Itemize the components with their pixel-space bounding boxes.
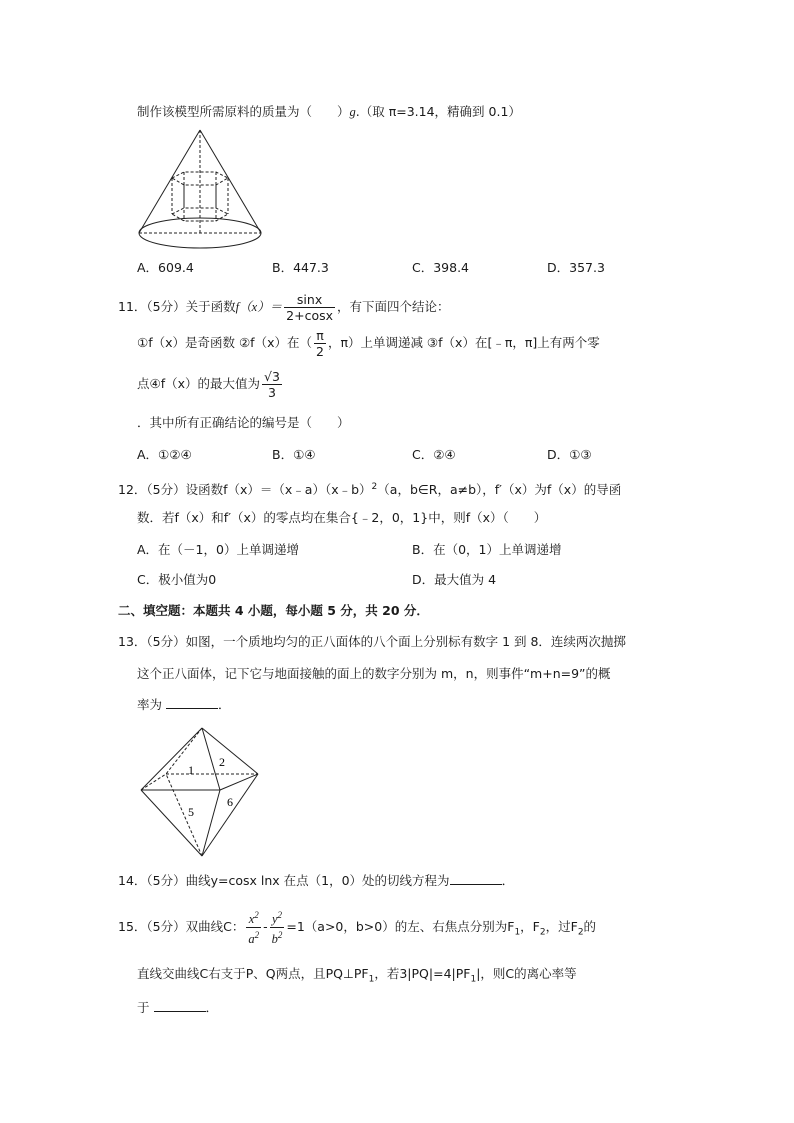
q15-b-den: $b^2$: [271, 930, 283, 947]
q11-claim-2-3: ，π）上单调递减 ③f（x）在[﹣π，π]上有两个零: [327, 335, 600, 350]
q11-option-b: B．①④: [272, 447, 316, 462]
q15-line2-a: 直线交曲线C右支于P、Q两点，且PQ⊥PF: [137, 966, 369, 981]
q11-claim-4: 点④f（x）的最大值为: [137, 376, 261, 391]
q10-tail: 制作该模型所需原料的质量为（ ）: [137, 104, 350, 119]
q15-prefix: 于: [137, 1000, 150, 1015]
q12-line2: 数．若f（x）和f′（x）的零点均在集合{﹣2，0，1}中，则f（x）（ ）: [137, 510, 547, 525]
q11-fraction: [284, 292, 335, 323]
q10-text: [137, 103, 521, 121]
q10-cone-figure: [136, 128, 266, 252]
q15-x: x: [248, 912, 255, 927]
q13-line3: [137, 696, 231, 714]
q11-claim-1-2: ①f（x）是奇函数 ②f（x）在（: [137, 335, 312, 350]
q11-sqrt-den: 3: [268, 385, 276, 400]
q11-function: f（x）＝: [235, 300, 283, 314]
q10-unit: g: [349, 105, 356, 119]
q15-b: b: [271, 932, 278, 947]
q12-option-c: C．极小值为0: [137, 572, 217, 587]
q15-line2-b: ，若3|PQ|=4|PF: [374, 966, 471, 981]
q15-y-num: $y^2$: [270, 908, 285, 928]
q15-line2: 直线交曲线C右支于P、Q两点，且$PQ\perp PF_1$，若$3|PQ|=4|PF_1|$，则C的离心率等: [137, 966, 577, 985]
q12-option-b: B．在（0，1）上单调递增: [412, 542, 562, 557]
q13-tail: ．: [218, 697, 231, 712]
q15-y-fraction: [270, 908, 285, 947]
q11-frac-num: sinx: [284, 292, 335, 308]
q13-answer-blank[interactable]: [166, 696, 218, 709]
q11-stem: [118, 291, 450, 323]
q15-x-num: $x^2$: [246, 908, 261, 928]
q15-y: y: [271, 912, 278, 927]
q14-answer-blank[interactable]: [450, 872, 502, 885]
q12-stem-rest: （a，b∈R，a≠b），f′（x）为f（x）的导函: [377, 482, 622, 498]
q11-sqrt-fraction: [262, 369, 282, 400]
q11-option-a: A．①②④: [137, 447, 192, 462]
q15-a-den: $a^2$: [248, 930, 260, 947]
q11-suffix: ，有下面四个结论：: [337, 299, 450, 314]
q10-option-d: D．357.3: [547, 260, 605, 275]
q10-option-a: A．609.4: [137, 260, 194, 275]
q14-tail: ．: [501, 873, 515, 888]
q11-option-d: D．①③: [547, 447, 592, 462]
section-heading-fill-in: 二、填空题：本题共 4 小题，每小题 5 分，共 20 分．: [118, 603, 429, 618]
q15-x-fraction: [246, 908, 261, 947]
q13-face-label-6: 6: [227, 795, 233, 809]
q13-line2: 这个正八面体，记下它与地面接触的面上的数字分别为 m，n，则事件“m+n=9”的概: [137, 666, 611, 681]
q11-sqrt-num: √3: [264, 369, 280, 384]
q10-option-b: B．447.3: [272, 260, 329, 275]
q11-pi-num: π: [314, 328, 326, 344]
q15-stem: 15．（5分）双曲线C：: [118, 919, 245, 935]
q14-stem: 14．（5分）曲线y=cosx lnx 在点（1，0）处的切线方程为: [118, 873, 450, 888]
q11-claims-line2: [137, 368, 284, 400]
q15-line1: 15．（5分）双曲线C： $\frac{x^2}{a^2}$ - $\frac{y^2}{b^2}$ =1（a>0，b>0）的左、右焦点分别为$F_1$，$F_2$，过$F_2$的: [118, 910, 597, 947]
q11-pi-den: 2: [315, 344, 324, 359]
q14-line: [118, 872, 514, 890]
q13-face-label-1: 1: [188, 763, 194, 777]
q15-through: ，过F: [545, 919, 578, 935]
q11-claims-line1: [137, 327, 600, 359]
q12-option-d: D．最大值为 4: [412, 572, 497, 587]
q15-de: 的: [583, 919, 597, 935]
q15-tail: ．: [205, 1000, 219, 1015]
q10-note: .（取 π=3.14，精确到 0.1）: [355, 104, 521, 119]
q12-line1: [118, 478, 621, 499]
q15-a: a: [248, 932, 255, 947]
q15-f2: ，F: [520, 919, 540, 935]
q12-stem: 12．（5分）设函数f（x）＝（x﹣a）（x﹣b）: [118, 482, 372, 498]
q11-frac-den: 2+cosx: [286, 308, 333, 323]
q15-line3: [137, 999, 218, 1017]
q15-line2-c: |，则C的离心率等: [476, 966, 577, 981]
q13-octahedron-figure: [138, 726, 264, 860]
q13-face-label-2: 2: [219, 755, 225, 769]
q15-eq: =1（a>0，b>0）的左、右焦点分别为F: [286, 919, 515, 935]
q12-option-a: A．在（－1，0）上单调递增: [137, 542, 299, 557]
q11-option-c: C．②④: [412, 447, 456, 462]
q11-number: 11．（5分）关于函数: [118, 299, 236, 314]
q12-superscript: 2: [371, 482, 378, 492]
q13-prefix: 率为: [137, 697, 163, 712]
q13-line1: 13．（5分）如图，一个质地均匀的正八面体的八个面上分别标有数字 1 到 8．连续两次抛掷: [118, 634, 626, 649]
q11-question: ．其中所有正确结论的编号是（ ）: [137, 415, 350, 430]
q10-option-c: C．398.4: [412, 260, 470, 275]
q13-face-label-5: 5: [188, 805, 194, 819]
q11-pi-fraction: [314, 328, 326, 359]
q15-answer-blank[interactable]: [154, 999, 206, 1012]
